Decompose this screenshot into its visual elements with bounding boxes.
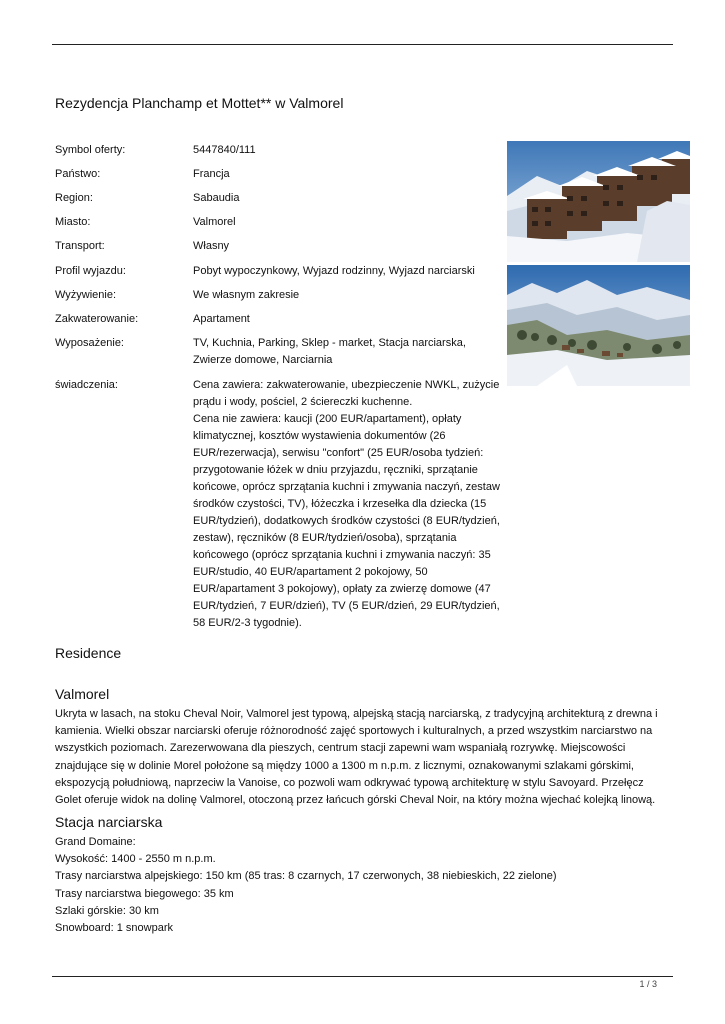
- detail-label: świadczenia:: [55, 379, 118, 391]
- ski-detail-line: Snowboard: 1 snowpark: [55, 922, 174, 935]
- page-number: 1 / 3: [639, 979, 657, 989]
- detail-value: Sabaudia: [193, 192, 240, 204]
- detail-value: Pobyt wypoczynkowy, Wyjazd rodzinny, Wyjazd narciarski: [193, 265, 475, 277]
- detail-label: Zakwaterowanie:: [55, 313, 139, 325]
- footer-rule: [52, 976, 673, 977]
- detail-value: Apartament: [193, 313, 250, 325]
- ski-detail-line: Trasy narciarstwa alpejskiego: 150 km (85 tras: 8 czarnych, 17 czerwonych, 38 niebieskich, 22 zielone): [55, 870, 557, 883]
- ski-detail-line: Szlaki górskie: 30 km: [55, 904, 159, 917]
- valmorel-description: Ukryta w lasach, na stoku Cheval Noir, Valmorel jest typową, alpejską stacją narciarską, z tradycyjną architekturą z drewna i kamienia. Wielki obszar narciarski oferuje różnorodność zajęć sportowych i kulturalnych, a przed wszystkim narciarstwo na wszystkich poziomach. Zarezerwowana dla pieszych, centrum stacji zapewni wam wspaniałą rozrywkę. Miejscowości znajdujące się w dolinie Morel położone są między 1000 a 1300 m n.p.m. z licznymi, oznakowanymi szlakami górskimi, ekspozycją południową, naprzeciw la Vanoise, co pozwoli wam odkrywać typową architekturę w stylu Savoyard. Przełęcz Golet oferuje widok na dolinę Valmorel, otoczoną przez łańcuch górski Cheval Noir, na który można wjechać kolejką linową.: [55, 708, 658, 807]
- detail-label: Wyposażenie:: [55, 337, 124, 349]
- detail-label: Symbol oferty:: [55, 144, 126, 156]
- detail-label: Miasto:: [55, 216, 91, 228]
- ski-station-details: [55, 834, 670, 937]
- residence-photo: [507, 141, 690, 262]
- valmorel-heading: Valmorel: [55, 686, 110, 702]
- detail-value: Własny: [193, 240, 230, 252]
- detail-value: 5447840/111: [193, 144, 256, 156]
- detail-label: Profil wyjazdu:: [55, 265, 126, 277]
- detail-value: Francja: [193, 168, 230, 180]
- ski-detail-line: Trasy narciarstwa biegowego: 35 km: [55, 887, 234, 900]
- detail-value: Cena zawiera: zakwaterowanie, ubezpieczenie NWKL, zużycie prądu i wody, pościel, 2 ściereczki kuchenne. Cena nie zawiera: kaucji (200 EUR/apartament), opłaty klimatycznej, kosztów wystawienia dokumentów (26 EUR/rezerwacja), serwisu "confort" (25 EUR/osoba tydzień: przygotowanie łóżek w dniu przyjazdu, ręczniki, sprzątanie końcowe, oprócz sprzątania kuchni i zmywania naczyń, zestaw środków czystości, TV), łóżeczka i krzesełka dla dziecka (15 EUR/tydzień), dodatkowych środków czystości (8 EUR/tydzień, zestaw), ręczników (8 EUR/tydzień/osoba), sprzątania końcowego (oprócz sprzątania kuchni i zmywania naczyń: 35 EUR/studio, 40 EUR/apartament 2 pokojowy, 50 EUR/apartament 3 pokojowy), opłaty za zwierzę domowe (47 EUR/tydzień, 7 EUR/dzień), TV (5 EUR/dzień, 29 EUR/tydzień, 58 EUR/2-3 tygodnie).: [193, 379, 500, 629]
- detail-label: Państwo:: [55, 168, 101, 180]
- header-rule: [52, 44, 673, 45]
- ski-detail-line: Grand Domaine:: [55, 836, 136, 848]
- ski-detail-line: Wysokość: 1400 - 2550 m n.p.m.: [55, 853, 216, 866]
- detail-value: TV, Kuchnia, Parking, Sklep - market, Stacja narciarska, Zwierze domowe, Narciarnia: [193, 337, 466, 366]
- detail-label: Transport:: [55, 240, 105, 252]
- detail-value: Valmorel: [193, 216, 236, 228]
- page-title: Rezydencja Planchamp et Mottet** w Valmorel: [55, 95, 344, 111]
- detail-label: Wyżywienie:: [55, 289, 117, 301]
- valley-photo: [507, 265, 690, 386]
- detail-value: We własnym zakresie: [193, 289, 300, 301]
- ski-station-heading: Stacja narciarska: [55, 814, 163, 830]
- detail-label: Region:: [55, 192, 93, 204]
- residence-heading: Residence: [55, 645, 122, 661]
